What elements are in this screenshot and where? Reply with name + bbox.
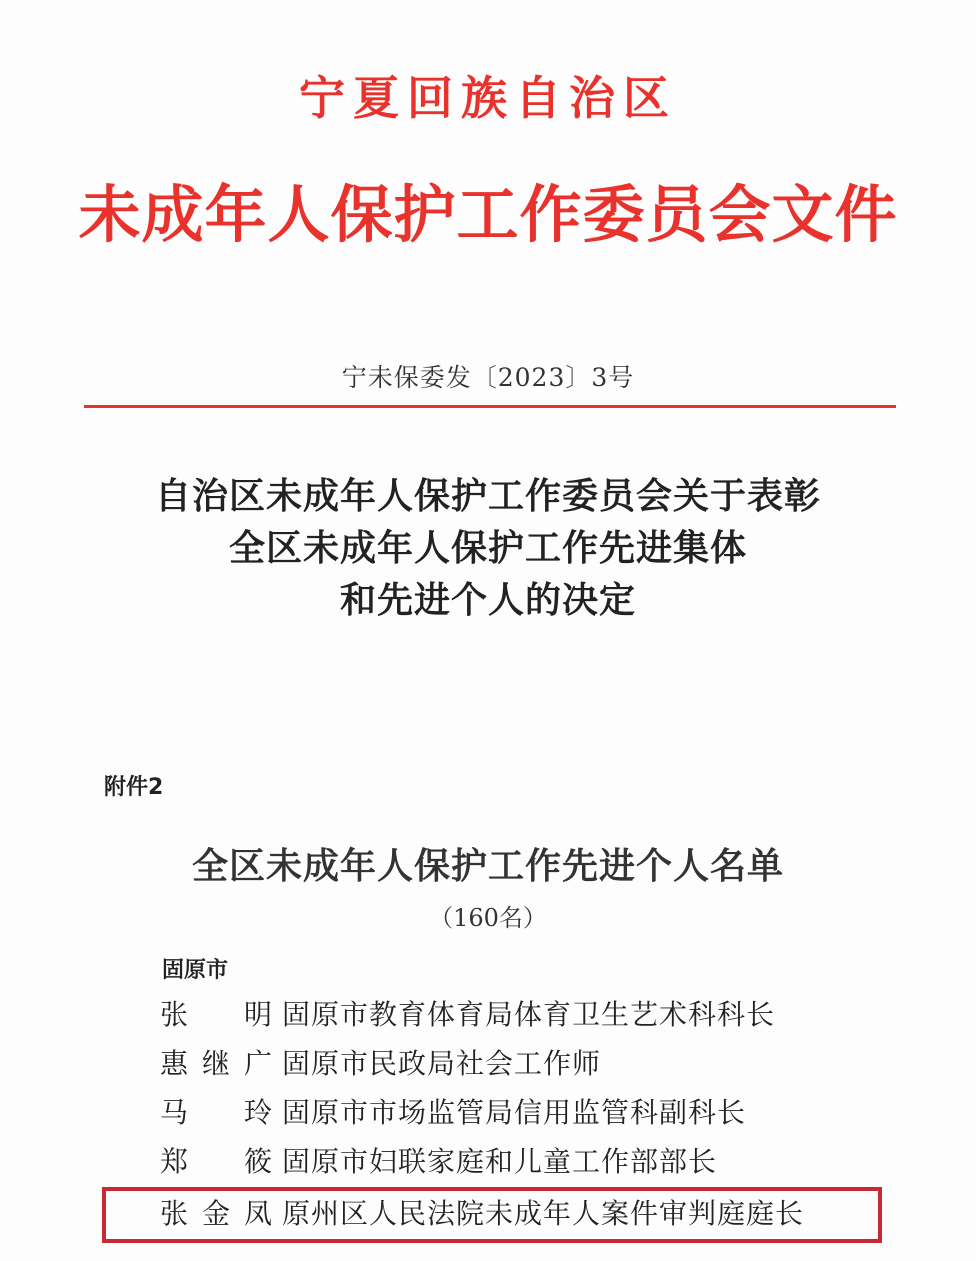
- attachment-label: 附件2: [104, 775, 164, 800]
- red-divider-line: [84, 405, 896, 408]
- document-number: 宁未保委发〔2023〕3号: [341, 363, 635, 392]
- decision-title: [0, 470, 976, 626]
- person-title: 固原市妇联家庭和儿童工作部部长: [282, 1145, 718, 1178]
- person-title: 固原市市场监管局信用监管科副科长: [282, 1096, 747, 1129]
- person-title: 固原市民政局社会工作师: [282, 1047, 602, 1080]
- list-item: [160, 1142, 717, 1182]
- person-name: 张金凤: [160, 1197, 272, 1230]
- list-item: [160, 995, 775, 1035]
- person-name: 郑筱: [160, 1145, 272, 1178]
- section-heading-city: 固原市: [162, 958, 229, 983]
- list-item: [160, 1044, 601, 1084]
- decision-title-line-1: 自治区未成年人保护工作委员会关于表彰: [154, 475, 821, 517]
- list-item: [160, 1093, 746, 1133]
- issuer-region-title: 宁夏回族自治区: [299, 71, 677, 125]
- highlight-box: [102, 1187, 882, 1243]
- issuer-committee-title: 未成年人保护工作委员会文件: [78, 178, 898, 251]
- decision-title-line-3: 和先进个人的决定: [339, 579, 636, 621]
- list-count: （160名）: [429, 904, 547, 932]
- person-title: 固原市教育体育局体育卫生艺术科科长: [282, 998, 776, 1031]
- list-title: 全区未成年人保护工作先进个人名单: [191, 845, 784, 887]
- person-name: 张明: [160, 998, 272, 1031]
- person-title: 原州区人民法院未成年人案件审判庭庭长: [282, 1197, 805, 1230]
- decision-title-line-2: 全区未成年人保护工作先进集体: [228, 527, 747, 569]
- person-name: 马玲: [160, 1096, 272, 1129]
- person-name: 惠继广: [160, 1047, 272, 1080]
